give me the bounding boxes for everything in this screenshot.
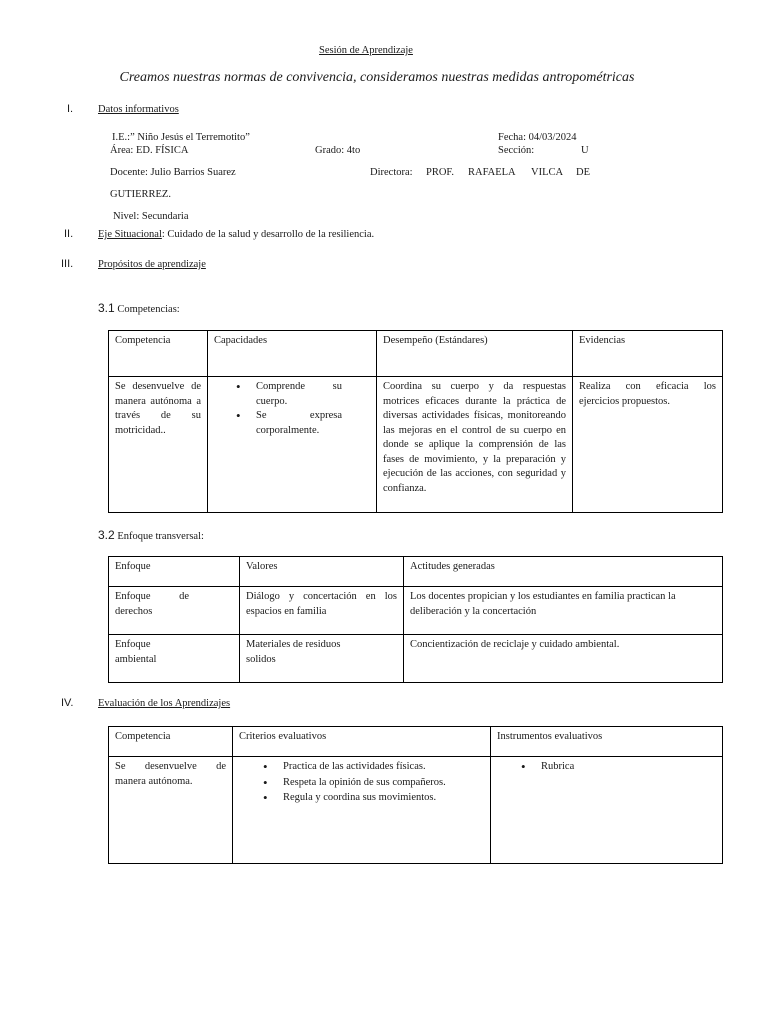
docente-field: Docente: Julio Barrios Suarez [110, 167, 236, 178]
section-heading-propositos: Propósitos de aprendizaje [98, 259, 206, 270]
subsection-number: 3.1 [98, 301, 115, 315]
area-field: Área: ED. FÍSICA [110, 145, 189, 156]
seccion-value: U [581, 145, 589, 156]
subsection-competencias [98, 301, 180, 315]
desempeno-cell: Coordina su cuerpo y da respuestas motrices eficaces durante la práctica de diversas actividades físicas, monitoreando las mejoras en el control de su cuerpo en donde se aplique la comprensión de las fases de movimiento, y la preparación y ejecución de las acciones, con seguridad y confianza. [377, 377, 573, 513]
section-numeral-2: II. [64, 228, 74, 240]
table-header-row [109, 727, 723, 757]
nivel-field: Nivel: Secundaria [113, 211, 189, 222]
competencia-cell: Se desenvuelve de manera autónoma a través de su motricidad.. [109, 377, 208, 513]
enfoque-cell: Enfoque ambiental [109, 635, 240, 683]
table-header-row [109, 557, 723, 587]
eje-text: : Cuidado de la salud y desarrollo de la resiliencia. [161, 229, 375, 240]
directora-name-word: RAFAELA [468, 167, 516, 178]
directora-name-word: PROF. [426, 167, 455, 178]
table-row [109, 757, 723, 864]
directora-name-cont: GUTIERREZ. [110, 189, 171, 200]
session-label: Sesión de Aprendizaje [319, 45, 413, 56]
ie-field: I.E.:” Niño Jesús el Terremotito” [112, 132, 250, 143]
directora-label: Directora: [370, 167, 413, 178]
grado-field: Grado: 4to [315, 145, 361, 156]
list-item: • Rubrica [517, 760, 716, 775]
actitudes-cell: Los docentes propician y los estudiantes en familia practican la deliberación y la concertación [404, 587, 723, 635]
table-header-cell: Enfoque [109, 557, 240, 587]
list-item: • Respeta la opinión de sus compañeros. [259, 776, 484, 791]
table-header-cell: Evidencias [573, 331, 723, 377]
section-heading-evaluacion: Evaluación de los Aprendizajes [98, 698, 231, 709]
section-heading-datos: Datos informativos [98, 104, 179, 115]
subsection-enfoque [98, 528, 204, 542]
table-row [109, 587, 723, 635]
table-row [109, 635, 723, 683]
directora-name-word: VILCA [531, 167, 564, 178]
evidencias-cell: Realiza con eficacia los ejercicios propuestos. [573, 377, 723, 513]
subsection-label: Enfoque transversal: [117, 531, 204, 542]
instrumentos-cell [491, 757, 723, 864]
eje-label: Eje Situacional [98, 229, 162, 240]
section-numeral-1: I. [67, 103, 74, 115]
valores-cell: Materiales de residuos solidos [240, 635, 404, 683]
section-numeral-3: III. [61, 258, 74, 270]
table-header-cell: Competencia [109, 331, 208, 377]
criterios-list [259, 760, 484, 806]
page-title: Creamos nuestras normas de convivencia, consideramos nuestras medidas antropométricas [119, 70, 635, 85]
valores-cell: Diálogo y concertación en los espacios en familia [240, 587, 404, 635]
table-header-cell: Desempeño (Estándares) [377, 331, 573, 377]
capacidades-cell [208, 377, 377, 513]
subsection-label: Competencias: [117, 304, 180, 315]
table-header-cell: Instrumentos evaluativos [491, 727, 723, 757]
table-header-cell: Competencia [109, 727, 233, 757]
capacidades-list [232, 380, 342, 438]
enfoque-cell: Enfoque de derechos [109, 587, 240, 635]
eje-situacional [98, 229, 374, 240]
seccion-label: Sección: [498, 145, 535, 156]
fecha-field: Fecha: 04/03/2024 [498, 132, 577, 143]
enfoque-table [108, 556, 723, 683]
list-item: • Comprende su cuerpo. [232, 380, 342, 409]
instrumentos-list [517, 760, 716, 775]
table-header-cell: Actitudes generadas [404, 557, 723, 587]
actitudes-cell: Concientización de reciclaje y cuidado ambiental. [404, 635, 723, 683]
evaluacion-table [108, 726, 723, 864]
section-numeral-4: IV. [61, 697, 74, 709]
table-header-cell: Criterios evaluativos [233, 727, 491, 757]
competencias-table [108, 330, 723, 513]
list-item: • Se expresa corporalmente. [232, 409, 342, 438]
subsection-number: 3.2 [98, 528, 115, 542]
list-item: • Practica de las actividades físicas. [259, 760, 484, 775]
directora-name-word: DE [576, 167, 590, 178]
table-header-cell: Valores [240, 557, 404, 587]
list-item: • Regula y coordina sus movimientos. [259, 791, 484, 806]
table-row [109, 377, 723, 513]
criterios-cell [233, 757, 491, 864]
competencia-cell: Se desenvuelve de manera autónoma. [109, 757, 233, 864]
table-header-cell: Capacidades [208, 331, 377, 377]
table-header-row [109, 331, 723, 377]
